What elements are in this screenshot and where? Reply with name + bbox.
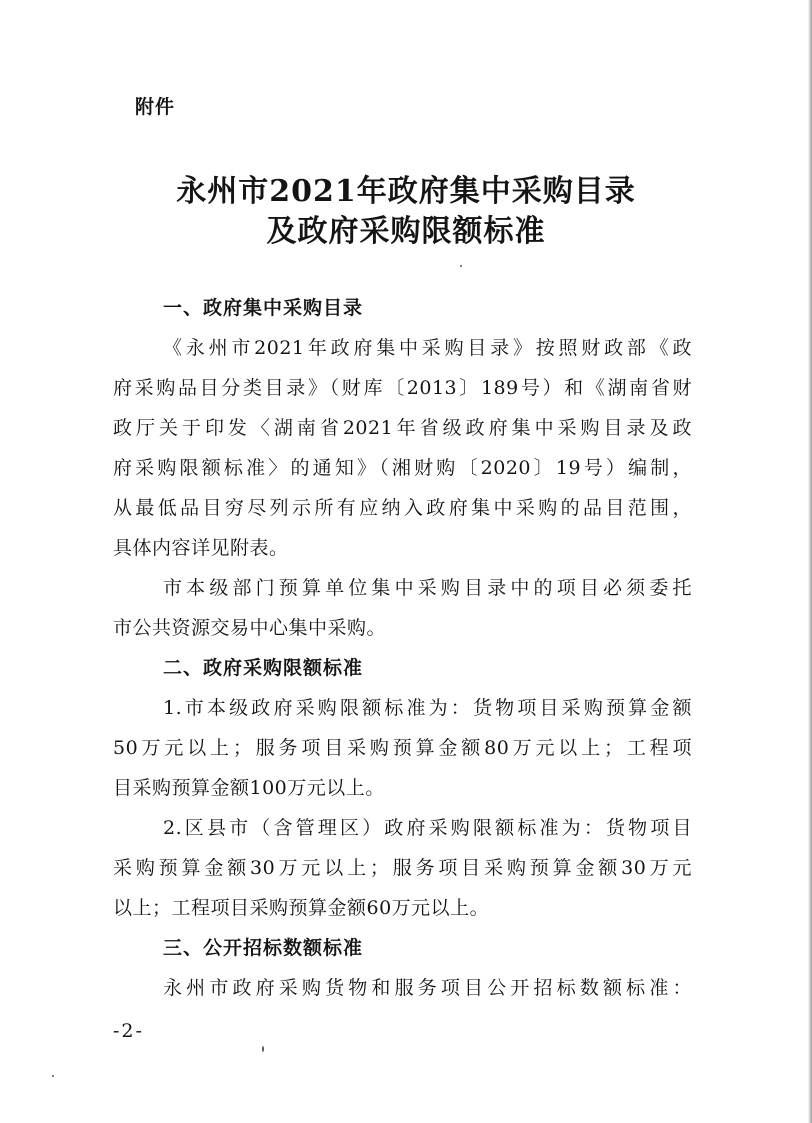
paragraph-line: 采购预算金额30万元以上；服务项目采购预算金额30万元 <box>113 857 692 879</box>
paragraph-line: 以上；工程项目采购预算金额60万元以上。 <box>113 897 490 919</box>
paragraph-line: 《永州市2021年政府集中采购目录》按照财政部《政 <box>163 337 692 359</box>
paragraph-line: 府采购品目分类目录》（财库〔2013〕189号）和《湖南省财 <box>113 377 692 399</box>
paragraph-line: 1.市本级政府采购限额标准为：货物项目采购预算金额 <box>163 697 692 719</box>
paragraph-line: 市公共资源交易中心集中采购。 <box>113 617 387 639</box>
paragraph-line: 2.区县市（含管理区）政府采购限额标准为：货物项目 <box>163 817 692 839</box>
paragraph-line: 府采购限额标准〉的通知》（湘财购〔2020〕19号）编制， <box>113 457 692 479</box>
section-heading-1: 一、政府集中采购目录 <box>163 297 364 319</box>
paragraph-line: 具体内容详见附表。 <box>113 537 289 559</box>
document-title-line-2: 及政府采购限额标准 <box>266 214 546 249</box>
paragraph-line: 永州市政府采购货物和服务项目公开招标数额标准： <box>163 977 692 999</box>
paragraph-line: 50万元以上；服务项目采购预算金额80万元以上；工程项 <box>113 737 692 759</box>
paragraph-line: 市本级部门预算单位集中采购目录中的项目必须委托 <box>163 577 692 599</box>
scan-speck <box>460 265 462 267</box>
page-number: -2- <box>113 1020 144 1042</box>
section-heading-3: 三、公开招标数额标准 <box>163 937 364 959</box>
scan-speck <box>52 1075 54 1077</box>
scan-speck <box>262 1046 264 1052</box>
paragraph-line: 从最低品目穷尽列示所有应纳入政府集中采购的品目范围， <box>113 497 692 519</box>
section-heading-2: 二、政府采购限额标准 <box>163 657 364 679</box>
paragraph-line: 政厅关于印发〈湖南省2021年省级政府集中采购目录及政 <box>113 417 692 439</box>
document-title-line-1: 永州市2021年政府集中采购目录 <box>176 174 636 209</box>
attachment-label: 附件 <box>135 96 176 118</box>
paragraph-line: 目采购预算金额100万元以上。 <box>113 777 385 799</box>
